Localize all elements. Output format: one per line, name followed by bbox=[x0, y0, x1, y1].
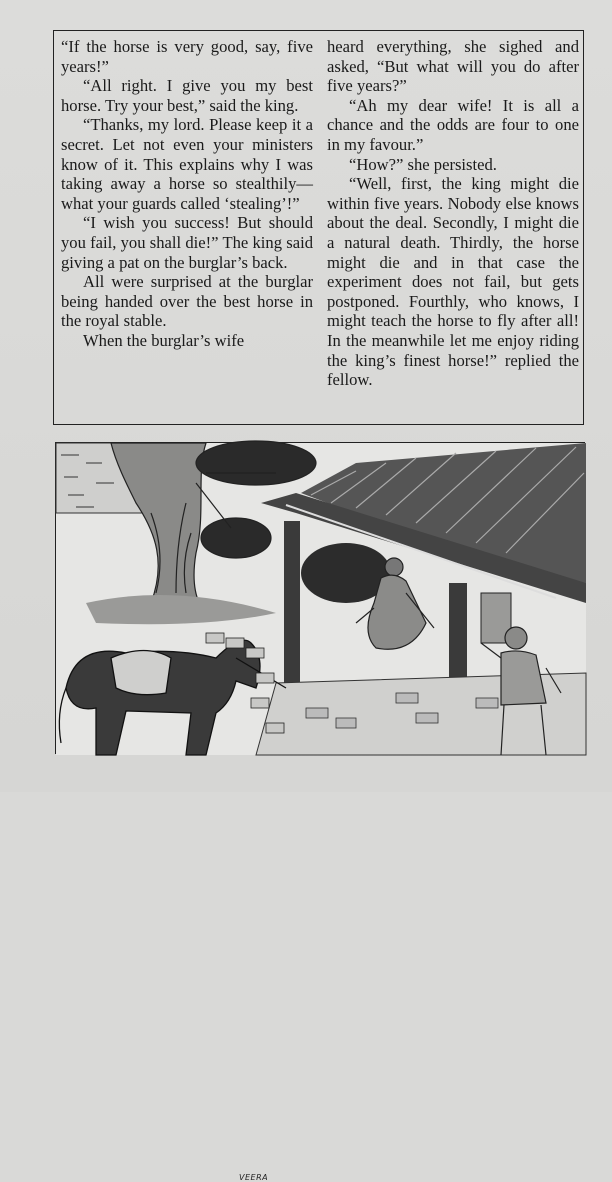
story-paragraph: “If the horse is very good, say, five years!” bbox=[61, 37, 313, 76]
story-paragraph: “Well, first, the king might die within five years. Nobody else knows about the deal. Secondly, I might die a natural death. Thirdly, the horse might die and in that case the experiment does not fail, but gets postponed. Fourthly, who knows, I might teach the horse to fly after all! In the meanwhile let me enjoy riding the king’s finest horse!” replied the fellow. bbox=[327, 174, 579, 390]
story-paragraph: All were surprised at the burglar being handed over the best horse in the royal stable. bbox=[61, 272, 313, 331]
story-paragraph: When the burglar’s wife bbox=[83, 330, 245, 350]
story-column-left bbox=[61, 37, 313, 351]
story-text-frame bbox=[53, 30, 584, 425]
story-paragraph: “I wish you success! But should you fail, you shall die!” The king said giving a pat on the burglar’s back. bbox=[61, 213, 313, 272]
artist-signature: VEERA bbox=[239, 1173, 269, 1182]
story-illustration bbox=[55, 442, 585, 1182]
story-paragraph: heard everything, she sighed and asked, “But what will you do after five years?” bbox=[327, 37, 579, 96]
illustration-drawing bbox=[56, 443, 586, 755]
story-column-right bbox=[327, 37, 579, 390]
story-paragraph: “How?” she persisted. bbox=[349, 154, 497, 174]
story-paragraph: “Thanks, my lord. Please keep it a secret. Let not even your ministers know of it. This explains why I was taking away a horse so stealthily—what your guards called ‘stealing’!” bbox=[61, 115, 313, 213]
story-paragraph: “Ah my dear wife! It is all a chance and the odds are four to one in my favour.” bbox=[327, 95, 579, 154]
story-paragraph: “All right. I give you my best horse. Try your best,” said the king. bbox=[61, 76, 313, 115]
